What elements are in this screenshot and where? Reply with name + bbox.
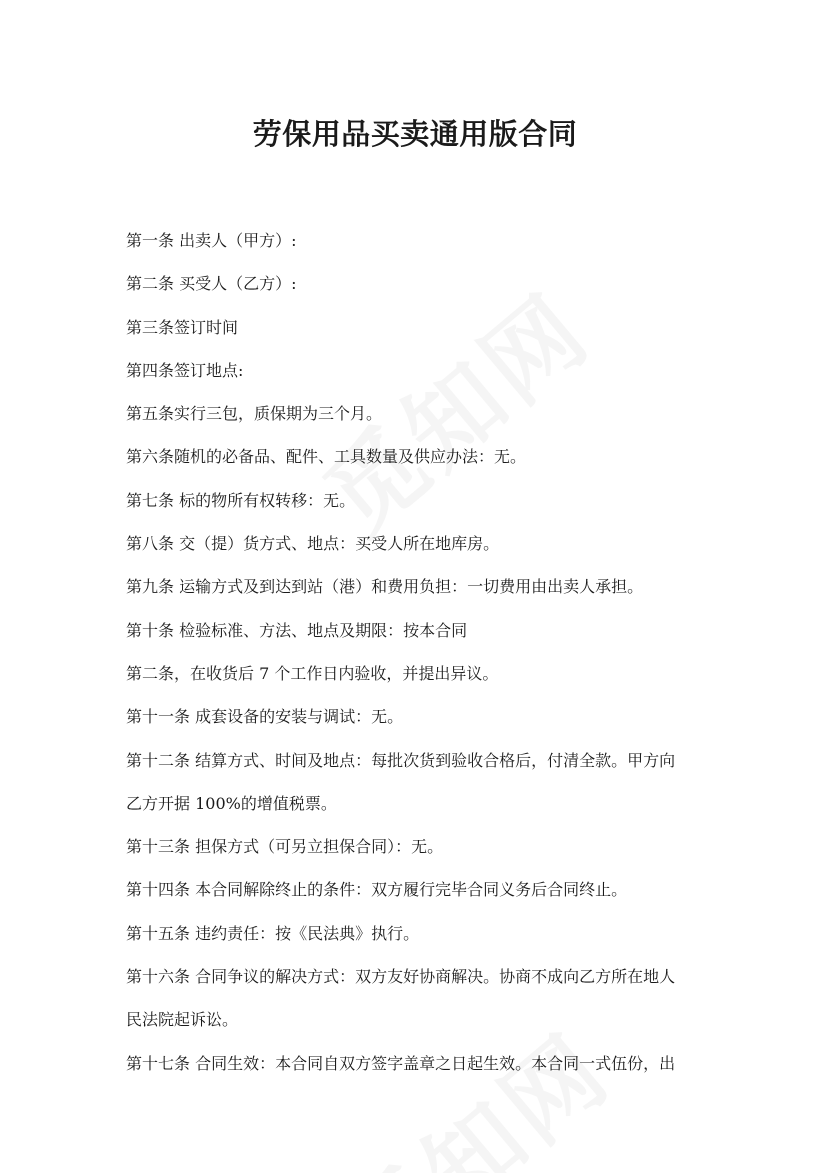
clause-line: 乙方开据 100%的增值税票。 (126, 793, 337, 813)
clause-line: 第九条 运输方式及到达到站（港）和费用负担：一切费用由出卖人承担。 (126, 577, 644, 597)
clause-line: 第十二条 结算方式、时间及地点：每批次货到验收合格后，付清全款。甲方向 (126, 750, 676, 770)
clause-line: 第六条随机的必备品、配件、工具数量及供应办法：无。 (126, 447, 527, 467)
clause-line: 第十五条 违约责任：按《民法典》执行。 (126, 923, 420, 943)
clause-line: 第十四条 本合同解除终止的条件：双方履行完毕合同义务后合同终止。 (126, 880, 628, 900)
document-title: 劳保用品买卖通用版合同 (252, 117, 578, 151)
clause-line: 第十七条 合同生效：本合同自双方签字盖章之日起生效。本合同一式伍份，出 (126, 1053, 676, 1073)
clause-line: 第十六条 合同争议的解决方式：双方友好协商解决。协商不成向乙方所在地人 (126, 967, 676, 987)
clause-line: 第八条 交（提）货方式、地点：买受人所在地库房。 (126, 534, 500, 554)
clause-line: 民法院起诉讼。 (126, 1010, 239, 1030)
clause-list (126, 219, 716, 1085)
clause-line: 第十三条 担保方式（可另立担保合同）：无。 (126, 837, 444, 857)
clause-line: 第十一条 成套设备的安装与调试：无。 (126, 707, 404, 727)
clause-line: 第十条 检验标准、方法、地点及期限：按本合同 (126, 620, 468, 640)
clause-line: 第二条 买受人（乙方）: (126, 274, 297, 294)
clause-line: 第一条 出卖人（甲方）: (126, 231, 297, 250)
clause-line: 第三条签订时间 (126, 317, 239, 337)
clause-line: 第七条 标的物所有权转移：无。 (126, 490, 356, 510)
clause-line: 第五条实行三包，质保期为三个月。 (126, 404, 383, 424)
clause-line: 第二条，在收货后 7 个工作日内验收，并提出异议。 (126, 663, 499, 683)
clause-line: 第四条签订地点: (126, 360, 244, 380)
